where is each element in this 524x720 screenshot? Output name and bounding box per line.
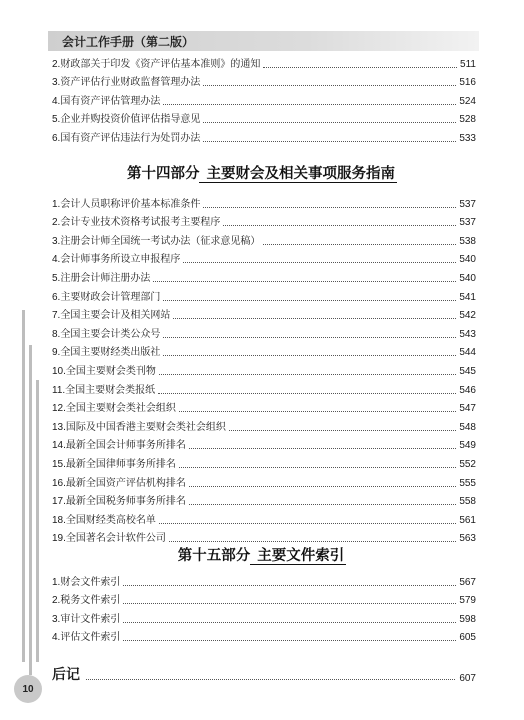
toc-page-number: 552 — [459, 458, 476, 470]
toc-row[interactable] — [52, 126, 476, 145]
toc-title: 最新全国会计师事务所排名 — [65, 440, 186, 452]
toc-page-number: 538 — [459, 235, 476, 247]
toc-row[interactable] — [52, 570, 476, 589]
toc-row[interactable] — [52, 248, 476, 267]
toc-row[interactable] — [52, 527, 476, 546]
toc-title: 全国财经类高校名单 — [65, 514, 156, 526]
toc-page-number: 543 — [459, 328, 476, 340]
dot-leader — [189, 448, 456, 449]
toc-row[interactable] — [52, 415, 476, 434]
dot-leader — [189, 504, 456, 505]
toc-number: 11. — [52, 384, 66, 396]
toc-number: 8. — [52, 328, 61, 340]
toc-page-number: 548 — [459, 421, 476, 433]
toc-number: 4. — [52, 632, 61, 644]
part-14-prefix: 第十四部分 — [126, 166, 200, 182]
toc-number: 17. — [52, 496, 66, 508]
dot-leader — [263, 67, 457, 68]
toc-page-number: 563 — [459, 533, 476, 545]
dot-leader — [203, 141, 456, 142]
toc-title: 全国主要财会类社会组织 — [65, 403, 176, 415]
dot-leader — [203, 207, 456, 208]
toc-page-number: 537 — [459, 198, 476, 210]
dot-leader — [163, 300, 456, 301]
toc-number: 7. — [52, 310, 61, 322]
running-header — [48, 31, 479, 51]
book-title: 会计工作手册（第二版） — [62, 35, 195, 49]
toc-row[interactable] — [52, 71, 476, 90]
toc-row[interactable] — [52, 589, 476, 608]
toc-row[interactable] — [52, 397, 476, 416]
toc-title: 资产评估行业财政监督管理办法 — [60, 77, 201, 89]
part-14-heading — [0, 162, 524, 183]
dot-leader — [163, 355, 456, 356]
toc-title: 国有资产评估违法行为处罚办法 — [60, 132, 201, 144]
part-14-title: 主要财会及相关事项服务指南 — [206, 166, 396, 182]
toc-row[interactable] — [52, 607, 476, 626]
toc-number: 2. — [52, 217, 61, 229]
page-number: 10 — [22, 683, 34, 695]
toc-number: 15. — [52, 458, 66, 470]
toc-page-number: 547 — [459, 403, 476, 415]
toc-row[interactable] — [52, 452, 476, 471]
toc-row[interactable] — [52, 229, 476, 248]
toc-row[interactable] — [52, 471, 476, 490]
toc-number: 3. — [52, 235, 61, 247]
toc-title: 会计师事务所设立申报程序 — [60, 254, 181, 266]
toc-page-number: 540 — [459, 272, 476, 284]
dot-leader — [183, 262, 456, 263]
dot-leader — [123, 640, 456, 641]
toc-page-number: 549 — [459, 440, 476, 452]
dot-leader — [123, 585, 456, 586]
toc-number: 14. — [52, 440, 66, 452]
toc-title: 最新全国税务师事务所排名 — [65, 496, 186, 508]
toc-number: 1. — [52, 198, 61, 210]
toc-number: 4. — [52, 254, 61, 266]
toc-page-number: 533 — [459, 132, 476, 144]
toc-number: 6. — [52, 132, 61, 144]
dot-leader — [163, 337, 456, 338]
toc-row-afterword[interactable] — [52, 664, 476, 684]
toc-row[interactable] — [52, 52, 476, 71]
dot-leader — [123, 603, 456, 604]
toc-title: 注册会计师全国统一考试办法（征求意见稿） — [60, 235, 261, 247]
toc-title: 全国主要财会类报纸 — [65, 384, 156, 396]
toc-page-number: 545 — [459, 365, 476, 377]
toc-page-number: 567 — [459, 576, 476, 588]
toc-page-number: 544 — [459, 347, 476, 359]
toc-page-number: 540 — [459, 254, 476, 266]
toc-title: 全国主要会计及相关网站 — [60, 310, 171, 322]
toc-page-number: 561 — [459, 514, 476, 526]
toc-page-number: 524 — [459, 95, 476, 107]
toc-row[interactable] — [52, 266, 476, 285]
toc-row[interactable] — [52, 89, 476, 108]
toc-title: 全国著名会计软件公司 — [65, 533, 166, 545]
toc-title: 全国主要财会类刊物 — [65, 365, 156, 377]
toc-title: 主要财政会计管理部门 — [60, 291, 161, 303]
toc-number: 1. — [52, 576, 61, 588]
toc-number: 4. — [52, 95, 61, 107]
toc-number: 9. — [52, 347, 61, 359]
toc-row[interactable] — [52, 378, 476, 397]
decorative-bar — [29, 345, 32, 675]
toc-title: 会计专业技术资格考试报考主要程序 — [60, 217, 221, 229]
page-number-badge — [14, 675, 42, 703]
toc-title: 全国主要会计类公众号 — [60, 328, 161, 340]
toc-row[interactable] — [52, 490, 476, 509]
toc-page-number: 579 — [459, 595, 476, 607]
toc-row[interactable] — [52, 304, 476, 323]
toc-title: 税务文件索引 — [60, 595, 121, 607]
dot-leader — [173, 318, 456, 319]
dot-leader — [263, 244, 456, 245]
toc-row[interactable] — [52, 626, 476, 645]
toc-page-number: 555 — [459, 477, 476, 489]
toc-number: 6. — [52, 291, 61, 303]
dot-leader — [169, 541, 456, 542]
toc-title: 全国主要财经类出版社 — [60, 347, 161, 359]
toc-page-number: 537 — [459, 217, 476, 229]
toc-page-number: 528 — [459, 114, 476, 126]
toc-title: 注册会计师注册办法 — [60, 272, 151, 284]
toc-number: 2. — [52, 595, 61, 607]
dot-leader — [159, 374, 456, 375]
dot-leader — [153, 281, 456, 282]
part-15-prefix: 第十五部分 — [177, 548, 251, 564]
toc-title: 评估文件索引 — [60, 632, 121, 644]
part-15-heading — [0, 544, 524, 565]
toc-title: 最新全国资产评估机构排名 — [65, 477, 186, 489]
toc-page-number: 546 — [459, 384, 476, 396]
toc-title: 企业并购投资价值评估指导意见 — [60, 114, 201, 126]
toc-page-number: 541 — [459, 291, 476, 303]
dot-leader — [179, 467, 456, 468]
toc-number: 10. — [52, 365, 66, 377]
toc-list-top — [52, 52, 476, 145]
dot-leader — [163, 104, 456, 105]
toc-number: 12. — [52, 403, 66, 415]
dot-leader — [203, 85, 456, 86]
afterword-label: 后记 — [52, 667, 80, 683]
toc-title: 审计文件索引 — [60, 613, 121, 625]
toc-page-number: 516 — [459, 77, 476, 89]
toc-row[interactable] — [52, 341, 476, 360]
toc-row[interactable] — [52, 192, 476, 211]
dot-leader — [203, 122, 456, 123]
toc-list-part-15 — [52, 570, 476, 644]
decorative-bar — [36, 380, 39, 662]
toc-number: 2. — [52, 58, 61, 70]
dot-leader — [223, 225, 456, 226]
toc-title: 国有资产评估管理办法 — [60, 95, 161, 107]
toc-number: 3. — [52, 613, 61, 625]
toc-row[interactable] — [52, 508, 476, 527]
decorative-bar — [22, 310, 25, 662]
dot-leader — [158, 393, 456, 394]
toc-row[interactable] — [52, 285, 476, 304]
toc-title: 国际及中国香港主要财会类社会组织 — [65, 421, 226, 433]
toc-title: 最新全国律师事务所排名 — [65, 458, 176, 470]
toc-page-number: 542 — [459, 310, 476, 322]
toc-number: 19. — [52, 533, 66, 545]
toc-row[interactable] — [52, 322, 476, 341]
toc-page-number: 558 — [459, 496, 476, 508]
toc-title: 财政部关于印发《资产评估基本准则》的通知 — [60, 58, 261, 70]
dot-leader — [86, 679, 455, 680]
toc-page-number: 511 — [460, 58, 476, 70]
toc-title: 会计人员职称评价基本标准条件 — [60, 198, 201, 210]
dot-leader — [123, 622, 456, 623]
toc-row[interactable] — [52, 211, 476, 230]
dot-leader — [159, 523, 456, 524]
dot-leader — [229, 430, 456, 431]
toc-page-number: 605 — [459, 632, 476, 644]
toc-title: 财会文件索引 — [60, 576, 121, 588]
dot-leader — [189, 486, 456, 487]
part-15-title: 主要文件索引 — [257, 548, 345, 564]
toc-row[interactable] — [52, 434, 476, 453]
dot-leader — [179, 411, 456, 412]
toc-row[interactable] — [52, 108, 476, 127]
toc-number: 16. — [52, 477, 66, 489]
toc-number: 18. — [52, 514, 66, 526]
toc-number: 3. — [52, 77, 61, 89]
afterword-page: 607 — [459, 673, 476, 684]
toc-number: 5. — [52, 114, 61, 126]
toc-number: 5. — [52, 272, 61, 284]
toc-row[interactable] — [52, 359, 476, 378]
toc-list-part-14 — [52, 192, 476, 545]
toc-page-number: 598 — [459, 613, 476, 625]
toc-number: 13. — [52, 421, 66, 433]
